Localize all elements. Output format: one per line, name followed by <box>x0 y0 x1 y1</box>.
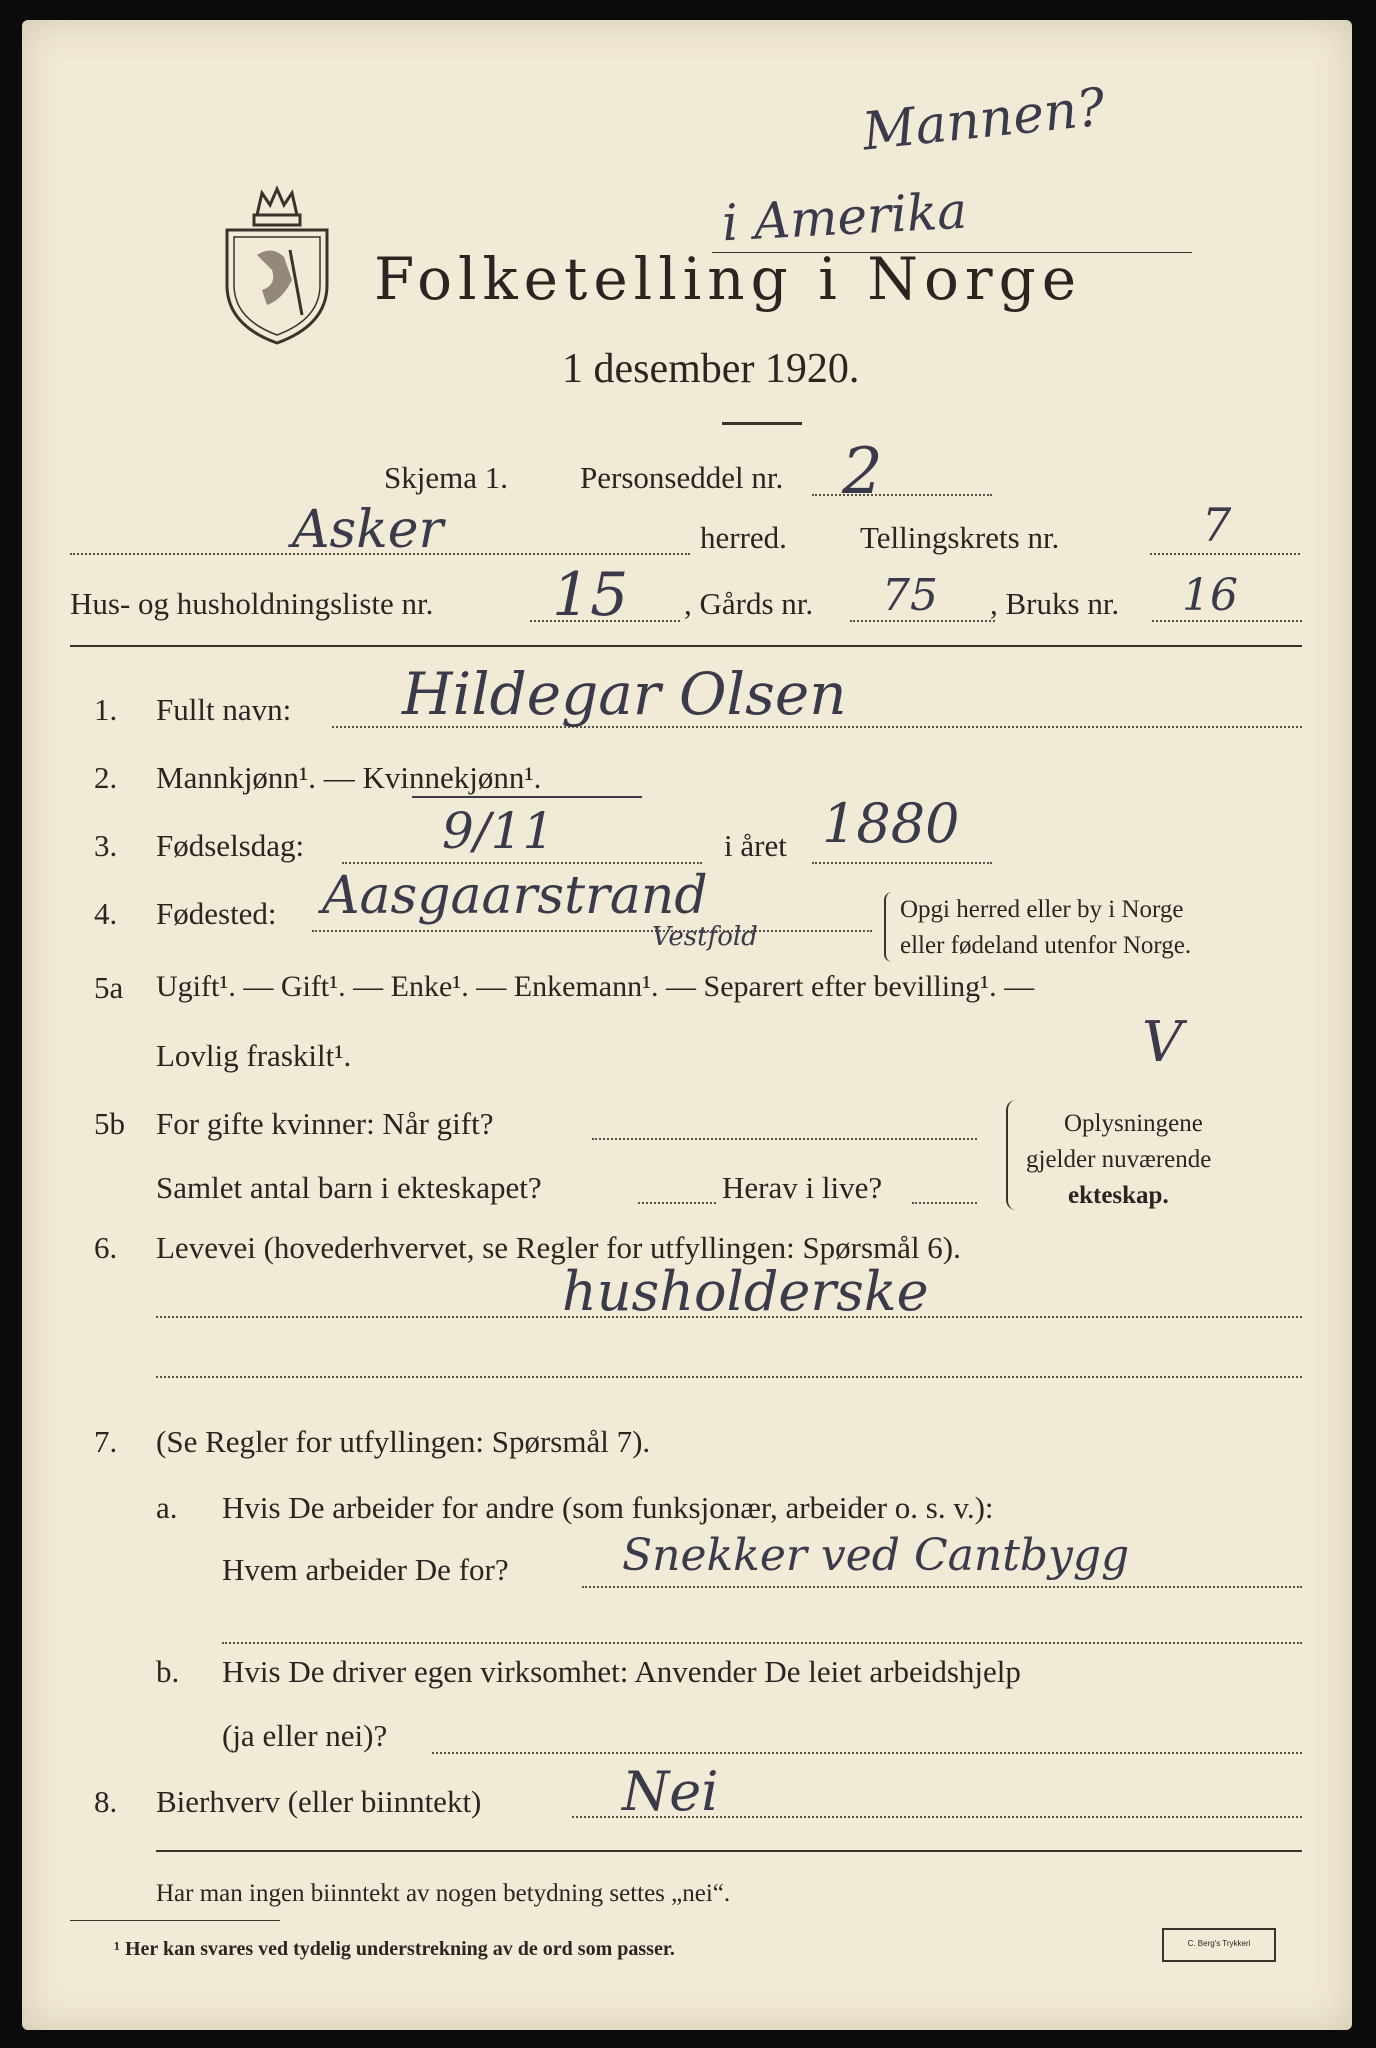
field1-label: Fullt navn: <box>156 692 292 727</box>
field7a-dots <box>582 1586 1302 1588</box>
header-rule <box>70 645 1302 647</box>
herred-value: Asker <box>292 500 444 560</box>
form-title: Folketelling i Norge <box>374 245 1083 313</box>
field5a-label: Ugift¹. — Gift¹. — Enke¹. — Enkemann¹. — Separert efter bevilling¹. — <box>156 970 1035 1003</box>
field2-number: 2. <box>94 760 118 795</box>
field5b-brace <box>1006 1100 1020 1210</box>
field5a-number: 5a <box>94 970 124 1005</box>
field7a-dots2 <box>222 1642 1302 1644</box>
field3-label: Fødselsdag: <box>156 828 305 863</box>
field4-label: Fødested: <box>156 896 277 931</box>
field7a-label2: Hvem arbeider De for? <box>222 1552 509 1587</box>
gards-label: , Gårds nr. <box>684 586 814 621</box>
field7a-label1: Hvis De arbeider for andre (som funksjonær, arbeider o. s. v.): <box>222 1490 994 1525</box>
field3-year-dots <box>812 862 992 864</box>
coat-of-arms-icon <box>222 185 332 345</box>
field3-year-value: 1880 <box>822 792 960 855</box>
field7a-number: a. <box>156 1490 178 1525</box>
personseddel-label: Personseddel nr. <box>580 460 784 495</box>
field6-dots1 <box>156 1316 1302 1318</box>
personseddel-value: 2 <box>842 435 883 509</box>
printer-stamp-text: C. Berg's Trykkeri <box>1187 1939 1251 1948</box>
gards-value: 75 <box>882 570 938 621</box>
hus-value: 15 <box>552 560 629 630</box>
field5b-dots1 <box>592 1138 977 1140</box>
field4-dots <box>312 930 872 932</box>
bruks-value: 16 <box>1182 570 1238 621</box>
field4-brace <box>884 892 896 962</box>
field2-label: Mannkjønn¹. — Kvinnekjønn¹. <box>156 760 542 795</box>
field8-label: Bierhverv (eller biinntekt) <box>156 1784 482 1819</box>
field3-value: 9/11 <box>442 802 555 860</box>
field5b-label3: Herav i live? <box>722 1170 883 1205</box>
field6-number: 6. <box>94 1230 118 1265</box>
field5b-label2: Samlet antal barn i ekteskapet? <box>156 1170 542 1205</box>
census-form <box>22 20 1352 2030</box>
personseddel-dots <box>812 494 992 496</box>
field5b-dots3 <box>912 1202 977 1204</box>
field7b-label1: Hvis De driver egen virksomhet: Anvender De leiet arbeidshjelp <box>222 1654 1021 1689</box>
field3-year-label: i året <box>724 828 787 863</box>
field7-number: 7. <box>94 1424 118 1459</box>
field1-number: 1. <box>94 692 118 727</box>
bruks-label: , Bruks nr. <box>990 586 1120 621</box>
footnote: ¹ Her kan svares ved tydelig understrekning av de ord som passer. <box>114 1938 675 1960</box>
field8-note: Har man ingen biinntekt av nogen betydning settes „nei“. <box>156 1880 731 1907</box>
field5a-mark: V <box>1142 1010 1183 1075</box>
title-rule <box>722 422 802 425</box>
hus-label: Hus- og husholdningsliste nr. <box>70 586 434 621</box>
field5b-note2: gjelder nuværende <box>1026 1146 1212 1173</box>
field8-value: Nei <box>622 1760 719 1823</box>
field6-dots2 <box>156 1376 1302 1378</box>
field7a-value: Snekker ved Cantbygg <box>622 1530 1130 1581</box>
field7b-label2: (ja eller nei)? <box>222 1718 388 1753</box>
printer-stamp <box>1162 1928 1276 1962</box>
field5b-dots2 <box>638 1202 716 1204</box>
field7b-dots <box>432 1752 1302 1754</box>
field4-note1: Opgi herred eller by i Norge <box>900 896 1184 923</box>
field5b-note1: Oplysningene <box>1064 1110 1203 1137</box>
field5a-label2: Lovlig fraskilt¹. <box>156 1038 352 1073</box>
annotation-amerika: i Amerika <box>720 181 969 253</box>
field5b-note3: ekteskap. <box>1068 1182 1169 1209</box>
field6-value: husholderske <box>562 1260 929 1323</box>
field3-dots <box>342 862 702 864</box>
field5b-number: 5b <box>94 1106 125 1141</box>
field1-value: Hildegar Olsen <box>402 660 847 728</box>
herred-label: herred. <box>700 520 787 555</box>
footnote-rule <box>70 1920 280 1921</box>
field7-label: (Se Regler for utfyllingen: Spørsmål 7). <box>156 1424 651 1459</box>
field2-underline <box>412 796 642 798</box>
annotation-underline <box>712 252 1192 253</box>
field7b-number: b. <box>156 1654 180 1689</box>
annotation-mannen: Mannen? <box>859 77 1108 163</box>
field4-value2: Vestfold <box>652 922 758 952</box>
field5b-label1: For gifte kvinner: Når gift? <box>156 1106 494 1141</box>
field3-number: 3. <box>94 828 118 863</box>
field8-number: 8. <box>94 1784 118 1819</box>
census-date: 1 desember 1920. <box>562 346 860 392</box>
field4-value: Aasgaarstrand <box>322 866 708 926</box>
field8-rule <box>156 1850 1302 1852</box>
tellingskrets-value: 7 <box>1202 498 1232 552</box>
field4-number: 4. <box>94 896 118 931</box>
field6-label: Levevei (hovederhvervet, se Regler for utfyllingen: Spørsmål 6). <box>156 1230 961 1265</box>
field4-note2: eller fødeland utenfor Norge. <box>900 932 1192 959</box>
schema-label: Skjema 1. <box>384 460 508 495</box>
tellingskrets-label: Tellingskrets nr. <box>860 520 1060 555</box>
tellingskrets-dots <box>1150 553 1300 555</box>
